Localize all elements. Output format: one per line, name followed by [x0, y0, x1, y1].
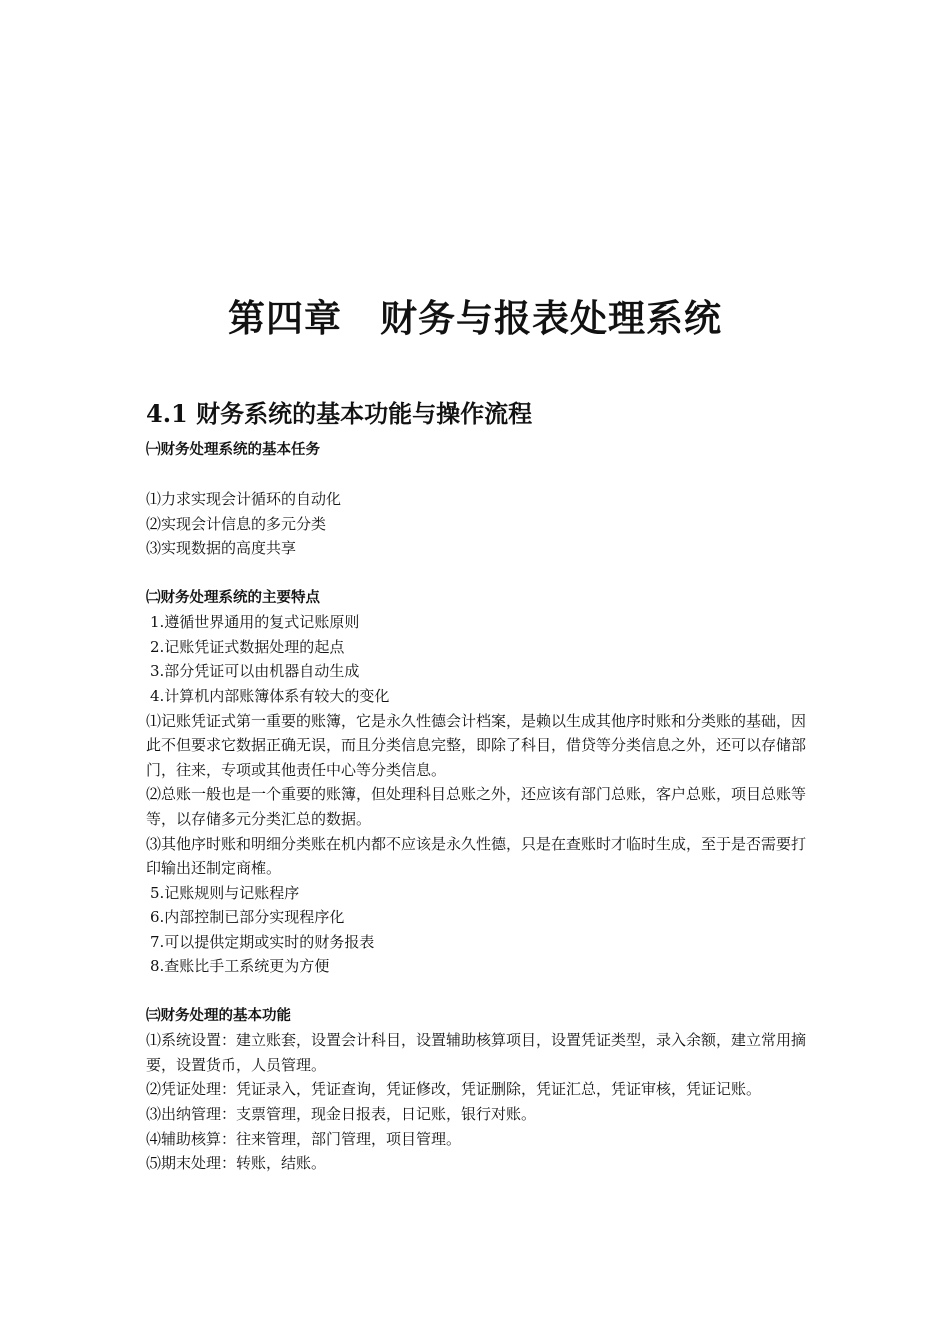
paragraph: ⑴记账凭证式第一重要的账簿，它是永久性德会计档案，是赖以生成其他序时账和分类账的基础，因此不但要求它数据正确无误，而且分类信息完整，即除了科目，借贷等分类信息之外，还可以存储部门，往来，专项或其他责任中心等分类信息。	[146, 711, 807, 779]
paragraph: ⑵总账一般也是一个重要的账簿，但处理科目总账之外，还应该有部门总账，客户总账，项目总账等等，以存储多元分类汇总的数据。	[146, 785, 807, 828]
list-item: 1.遵循世界通用的复式记账原则	[150, 613, 360, 632]
section-title: 4.1 财务系统的基本功能与操作流程	[146, 399, 533, 428]
subsection-heading-2: ㈡财务处理系统的主要特点	[146, 589, 320, 606]
chapter-title: 第四章 财务与报表处理系统	[228, 296, 722, 340]
list-item: 4.计算机内部账簿体系有较大的变化	[150, 686, 390, 705]
list-item: 6.内部控制已部分实现程序化	[150, 908, 345, 927]
document-body	[146, 438, 806, 1176]
list-item: 5.记账规则与记账程序	[150, 883, 300, 902]
list-item: 2.记账凭证式数据处理的起点	[150, 637, 345, 656]
subsection-heading-3: ㈢财务处理的基本功能	[146, 1007, 291, 1024]
list-item: ⑵实现会计信息的多元分类	[146, 514, 327, 533]
paragraph: ⑶出纳管理：支票管理，现金日报表，日记账，银行对账。	[146, 1105, 537, 1124]
list-item: ⑴力求实现会计循环的自动化	[146, 490, 342, 509]
list-item: 3.部分凭证可以由机器自动生成	[150, 662, 360, 681]
paragraph: ⑶其他序时账和明细分类账在机内都不应该是永久性德，只是在查账时才临时生成，至于是否需要打印输出还制定商榷。	[146, 834, 807, 878]
subsection-heading-1: ㈠财务处理系统的基本任务	[146, 442, 320, 458]
list-item: 8.查账比手工系统更为方便	[150, 957, 330, 976]
paragraph: ⑵凭证处理：凭证录入，凭证查询，凭证修改，凭证删除，凭证汇总，凭证审核，凭证记账。	[146, 1080, 762, 1099]
paragraph: ⑷辅助核算：往来管理，部门管理，项目管理。	[146, 1129, 462, 1148]
list-item: ⑶实现数据的高度共享	[146, 539, 297, 558]
list-item: 7.可以提供定期或实时的财务报表	[150, 932, 375, 951]
paragraph: ⑴系统设置：建立账套，设置会计科目，设置辅助核算项目，设置凭证类型，录入余额，建立常用摘要，设置货币，人员管理。	[146, 1031, 807, 1074]
paragraph: ⑸期末处理：转账，结账。	[146, 1154, 327, 1173]
